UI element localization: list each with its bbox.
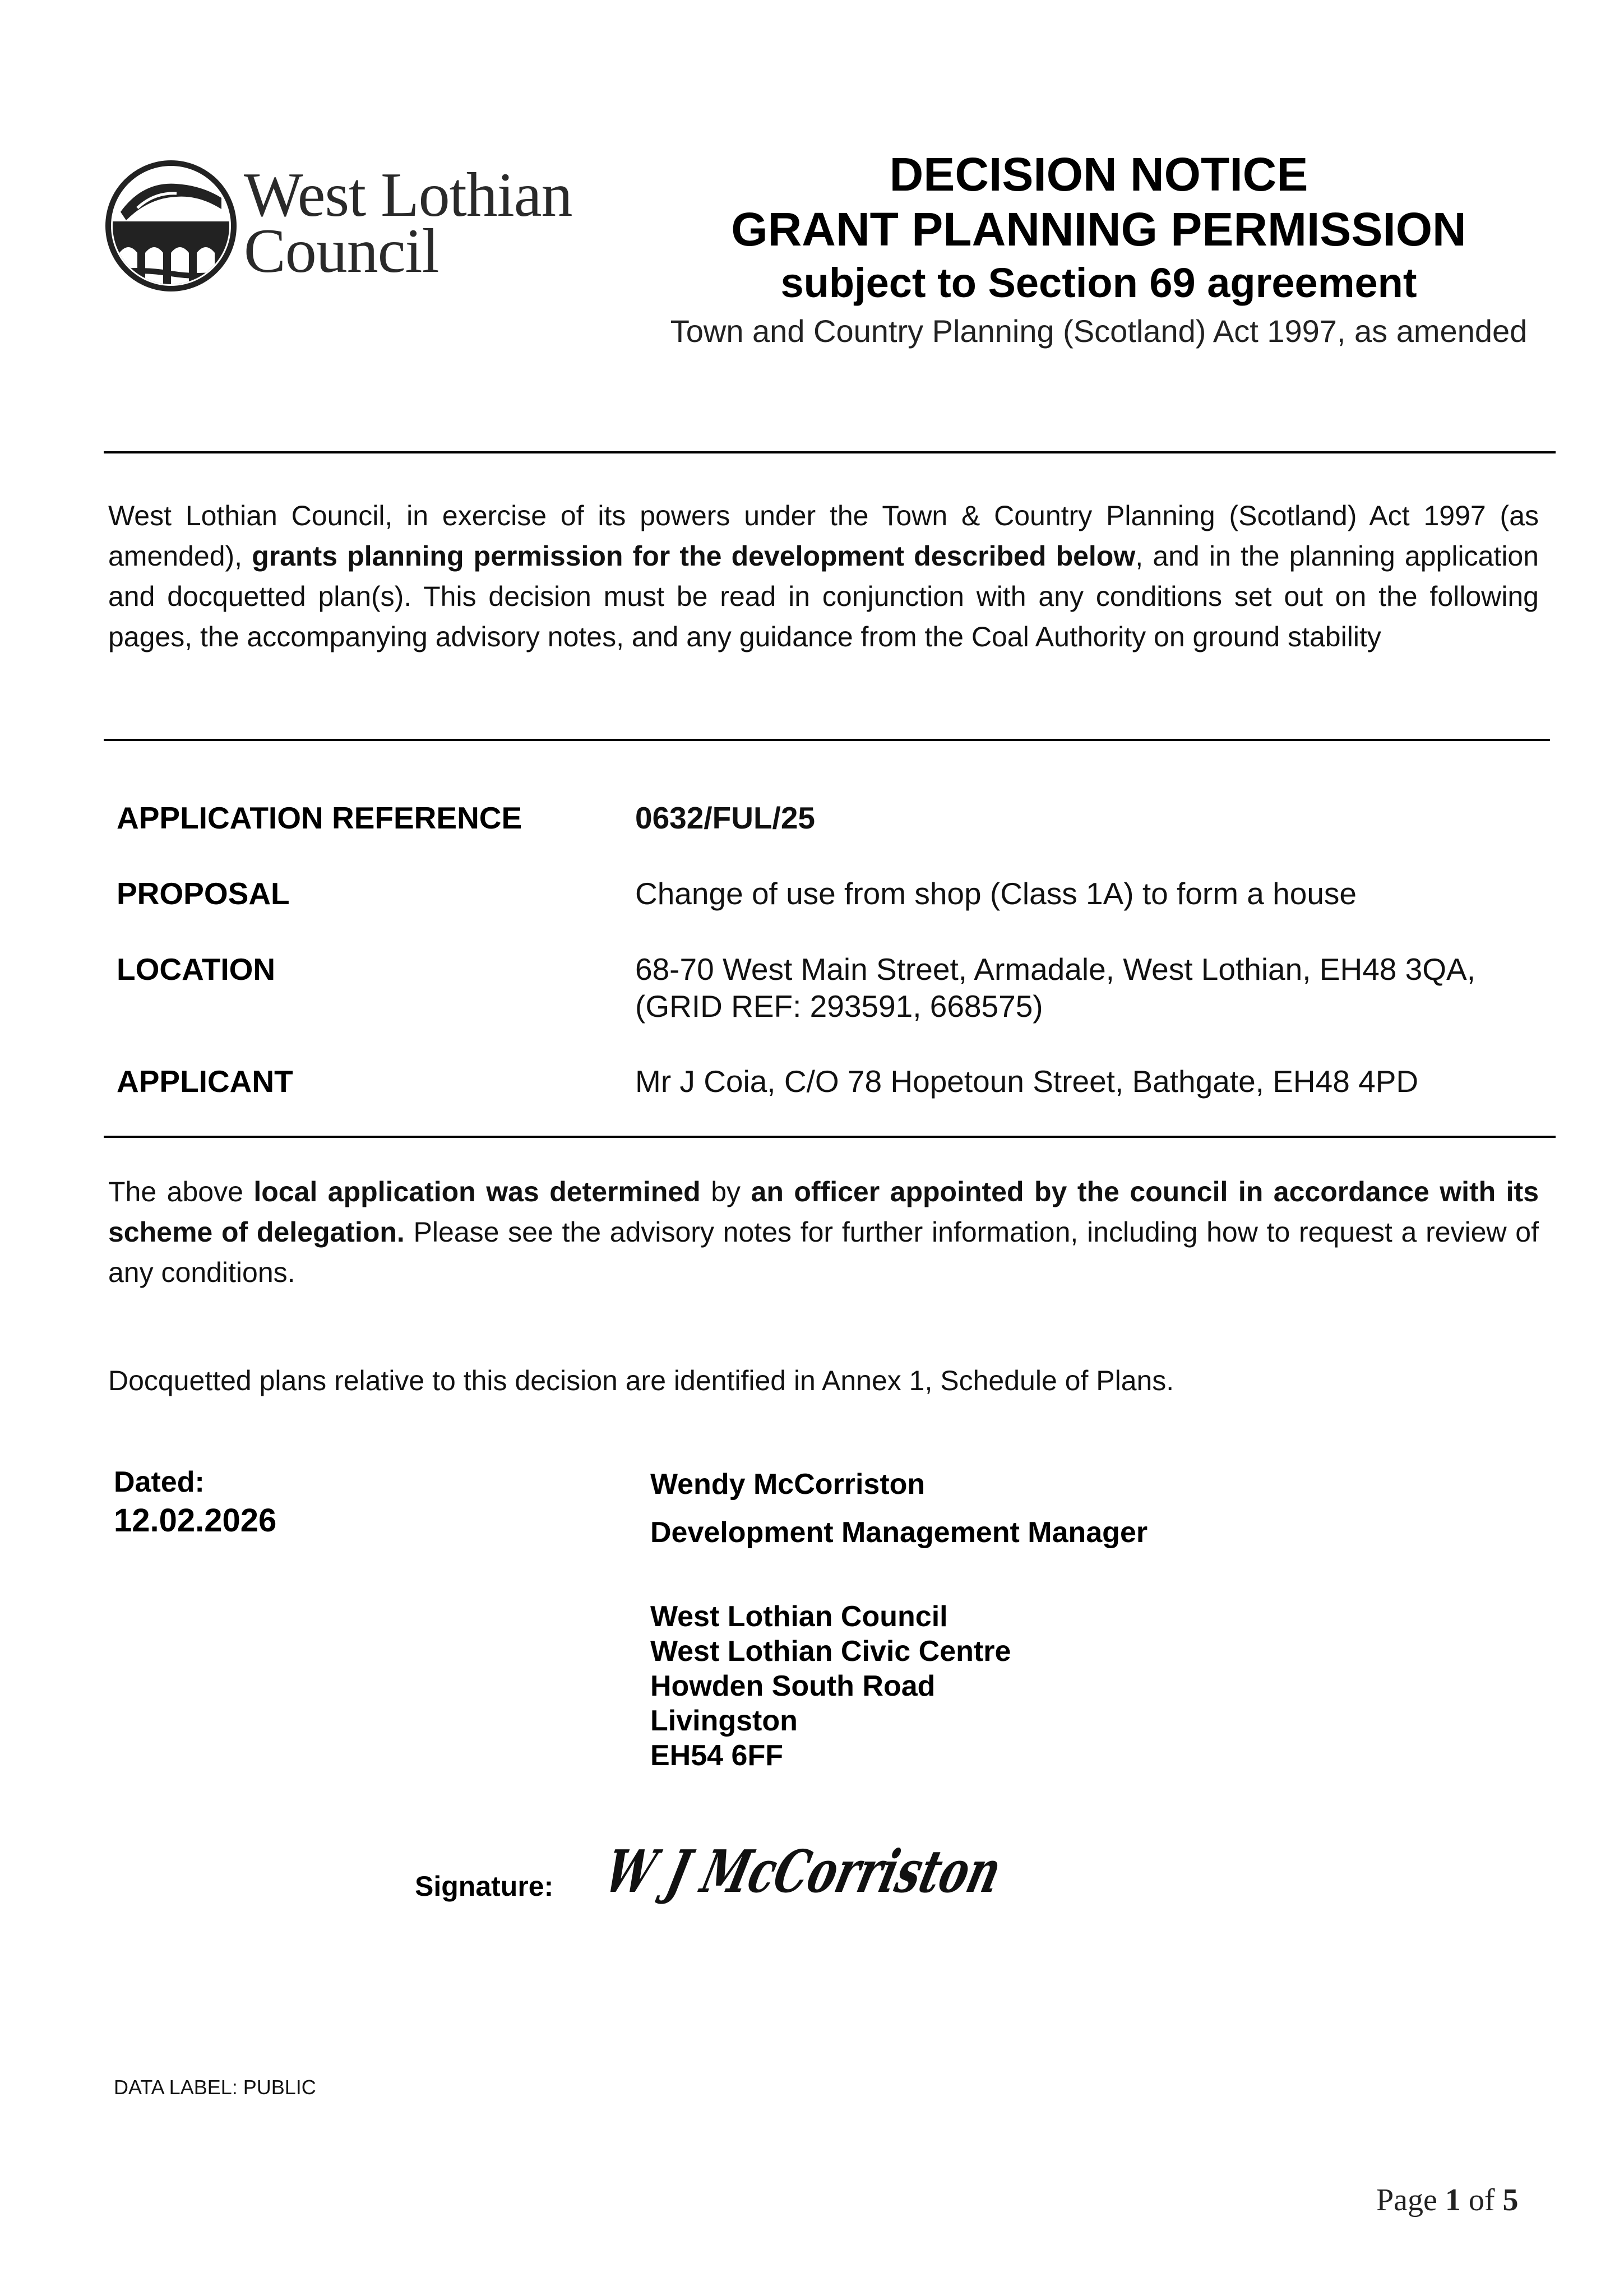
determination-bold-2: an officer appointed by the council in accordance with its scheme of delegation. [108,1176,1539,1248]
intro-text-bold: grants planning permission for the development described below [252,540,1136,572]
address-line: EH54 6FF [650,1739,783,1772]
council-address [650,1599,1011,1773]
applicant-value: Mr J Coia, C/O 78 Hopetoun Street, Bathgate, EH48 4PD [635,1064,1419,1099]
determination-bold-1: local application was determined [253,1176,701,1207]
intro-text-2: , and in the planning application and docquetted plan(s). This decision must be read in conjunction with any conditions set out on the following pages, the accompanying advisory notes, and any guidance from the Coal Authority on ground stability [108,540,1539,652]
title-decision-notice: DECISION NOTICE [889,148,1308,201]
location-line-1: 68-70 West Main Street, Armadale, West Lothian, EH48 3QA, [635,952,1475,987]
title-section-69: subject to Section 69 agreement [780,260,1417,306]
signature-script: W J McCorriston [598,1837,1159,1906]
logo-line-2: Council [244,216,439,286]
determination-text-1: The above [108,1176,254,1207]
page-word: Page [1376,2183,1437,2218]
proposal-label: PROPOSAL [117,876,290,911]
dated-value: 12.02.2026 [114,1502,277,1539]
page-of: of [1468,2183,1495,2218]
signatory-name: Wendy McCorriston [650,1468,926,1501]
page-current: 1 [1445,2183,1461,2218]
location-label: LOCATION [117,952,276,987]
intro-paragraph [108,496,1539,657]
data-label: DATA LABEL: PUBLIC [114,2076,316,2099]
determination-text-3: Please see the advisory notes for further information, including how to request a review of any conditions. [108,1216,1539,1288]
dated-label: Dated: [114,1466,205,1498]
reference-value: 0632/FUL/25 [635,800,816,835]
signatory-title: Development Management Manager [650,1516,1148,1549]
decision-title-block [622,147,1575,353]
location-value [635,951,1554,1025]
address-line: West Lothian Civic Centre [650,1635,1011,1668]
divider-top [104,451,1556,453]
divider-middle [104,739,1550,741]
title-act-reference: Town and Country Planning (Scotland) Act 1997, as amended [670,313,1528,349]
intro-text-1: West Lothian Council, in exercise of its powers under the Town & Country Planning (Scotland) Act 1997 (as amended), [108,500,1539,572]
proposal-value: Change of use from shop (Class 1A) to form a house [635,876,1357,911]
logo-line-1: West Lothian [244,160,572,230]
address-line: Howden South Road [650,1670,936,1702]
applicant-label: APPLICANT [117,1064,293,1099]
reference-label: APPLICATION REFERENCE [117,800,522,835]
handwritten-signature [598,1833,1159,1923]
signature-label: Signature: [415,1871,554,1902]
page-number [1376,2182,1519,2218]
docquetted-plans-note: Docquetted plans relative to this decision are identified in Annex 1, Schedule of Plans. [108,1365,1174,1396]
page-total: 5 [1502,2183,1519,2218]
address-line: West Lothian Council [650,1600,948,1633]
bridge-emblem-icon [104,159,238,293]
divider-bottom [104,1136,1556,1138]
title-grant-permission: GRANT PLANNING PERMISSION [731,203,1466,256]
determination-text-2: by [700,1176,751,1207]
determination-paragraph [108,1172,1539,1293]
location-line-2: (GRID REF: 293591, 668575) [635,989,1043,1024]
address-line: Livingston [650,1705,798,1737]
council-logo-text [244,160,572,286]
